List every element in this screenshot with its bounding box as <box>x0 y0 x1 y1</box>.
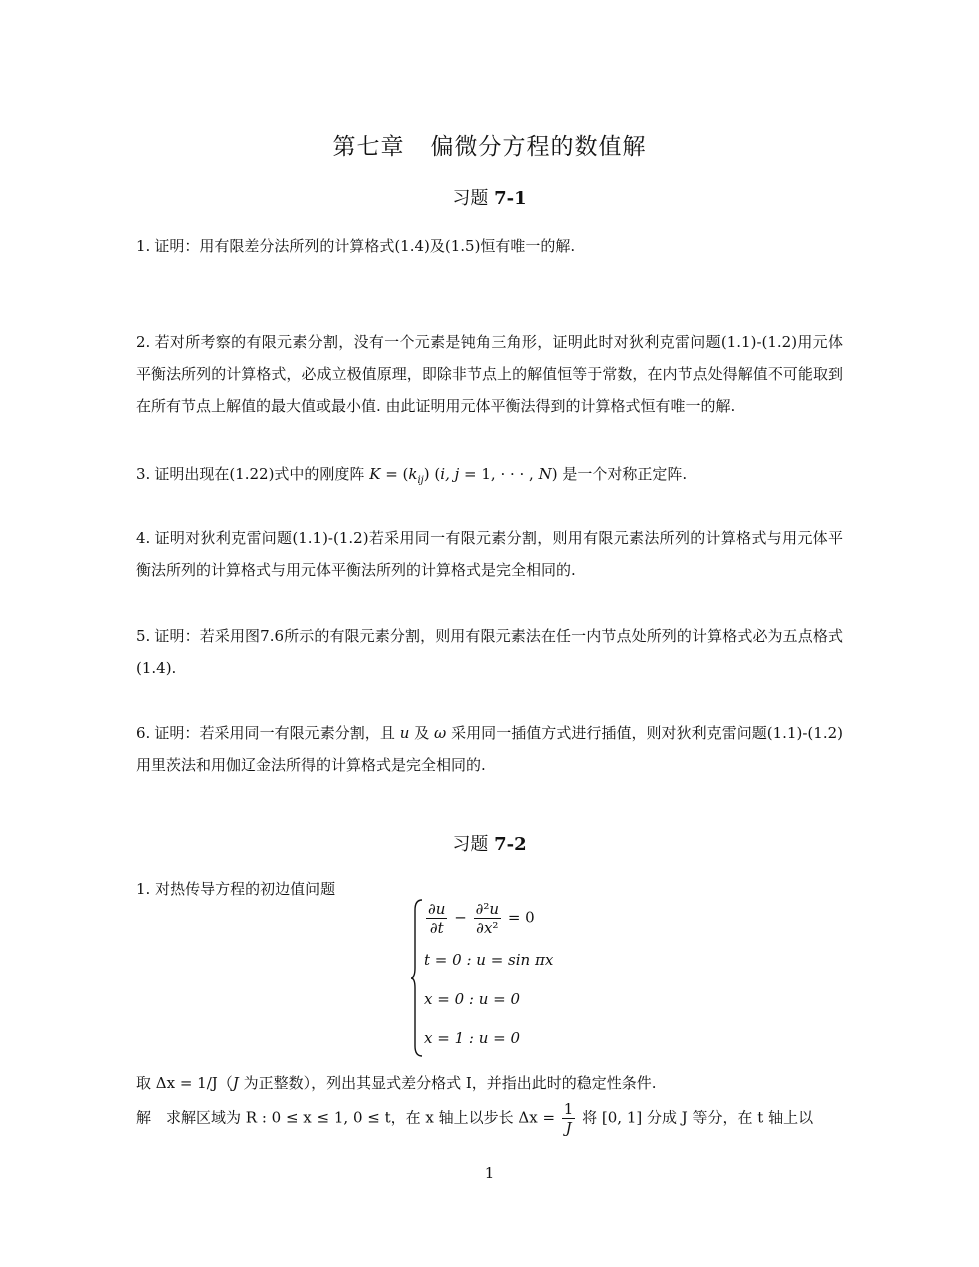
problem-6: 6. 证明：若采用同一有限元素分割，且 u 及 ω 采用同一插值方式进行插值，则对狄利克雷问题(1.1)-(1.2)用里茨法和用伽辽金法所得的计算格式是完全相同的. <box>136 724 843 774</box>
problem-3: 3. 证明出现在(1.22)式中的刚度阵 $K = (k_{ij})$ (i, j = 1, · · · , N) 是一个对称正定阵. <box>136 465 688 486</box>
section-title-7-1: 习题 7-1 <box>452 188 527 209</box>
equation-left-boundary: x = 0 : u = 0 <box>424 990 521 1008</box>
symbol-u: u <box>399 724 410 742</box>
problem-4: 4. 证明对狄利克雷问题(1.1)-(1.2)若采用同一有限元素分割，则用有限元素法所列的计算格式与用元体平衡法所列的计算格式与用元体平衡法所列的计算格式是完全相同的. <box>136 529 843 579</box>
symbol-omega: ω <box>434 724 447 742</box>
problem-5: 5. 证明：若采用图7.6所示的有限元素分割，则用有限元素法在任一内节点处所列的计算格式必为五点格式(1.4). <box>136 627 843 677</box>
chapter-number: 第七章 <box>332 134 405 160</box>
step-fraction: $\frac{1}{J}$ <box>563 1100 574 1137</box>
heat-equation-system <box>410 898 610 1058</box>
section-title-7-2: 习题 7-2 <box>452 834 527 855</box>
equation-pde: $\frac{\partial u}{\partial t}$ − $\frac{\text{∂²u}}{\text{∂x²}}$ = 0 <box>428 900 535 937</box>
equation-right-boundary: x = 1 : u = 0 <box>424 1029 521 1047</box>
chapter-name: 偏微分方程的数值解 <box>430 134 647 160</box>
problem-1: 1. 证明：用有限差分法所列的计算格式(1.4)及(1.5)恒有唯一的解. <box>136 237 576 255</box>
equation-initial-condition: t = 0 : u = sin πx <box>424 951 554 969</box>
left-brace-icon <box>410 898 424 1058</box>
solution-start: 解 求解区域为 R : 0 ≤ x ≤ 1, 0 ≤ t，在 x 轴上以步长 Δx = $\frac{1}{J}$ 将 [0, 1] 分成 J 等分，在 t 轴上以 <box>136 1100 814 1137</box>
stiffness-matrix-formula: K <box>369 465 381 483</box>
page-number: 1 <box>484 1164 495 1182</box>
problem-7-2-1-task: 取 Δx = 1/J（J 为正整数），列出其显式差分格式 I，并指出此时的稳定性条件. <box>136 1074 657 1092</box>
problem-7-2-1-intro: 1. 对热传导方程的初边值问题 <box>136 880 336 898</box>
problem-2: 2. 若对所考察的有限元素分割，没有一个元素是钝角三角形，证明此时对狄利克雷问题(1.1)-(1.2)用元体平衡法所列的计算格式，必成立极值原理，即除非节点上的解值恒等于常数，在内节点处得解值不可能取到在所有节点上解值的最大值或最小值. 由此证明用元体平衡法得到的计算格式恒有唯一的解. <box>136 333 843 415</box>
chapter-title <box>0 128 979 161</box>
